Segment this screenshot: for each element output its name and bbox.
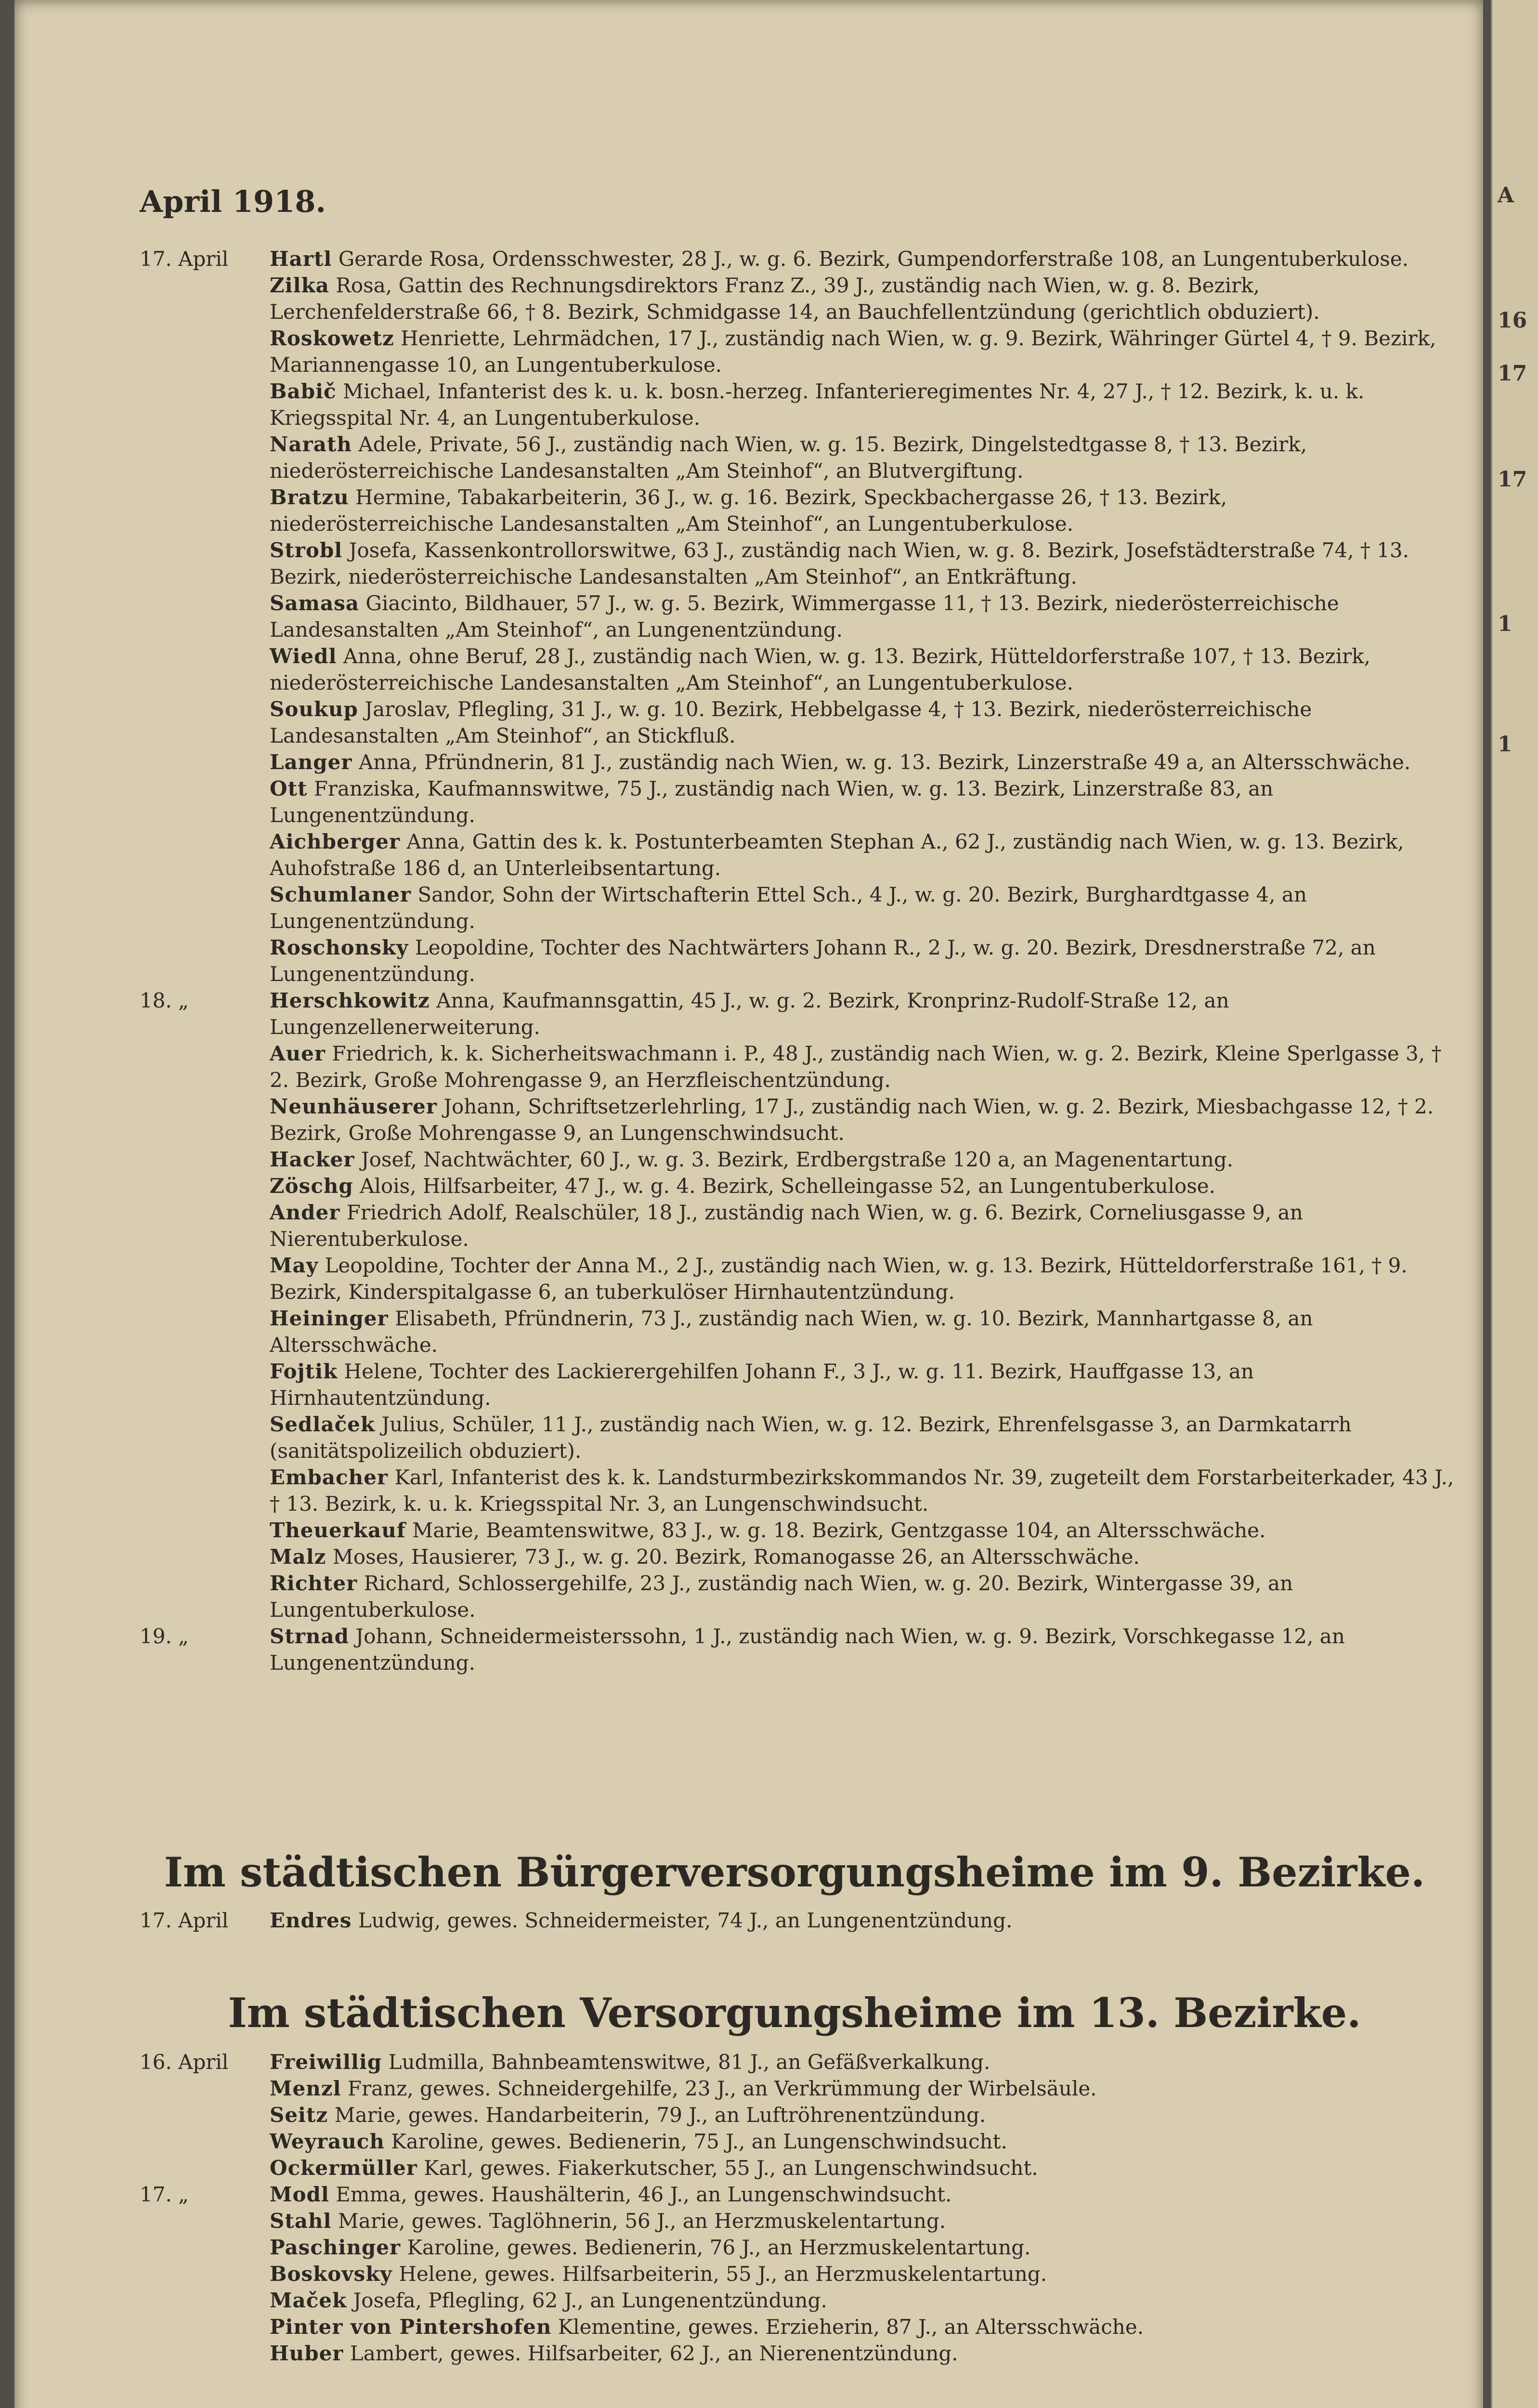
entry-text bbox=[270, 934, 1457, 987]
entry-description: Moses, Hausierer, 73 J., w. g. 20. Bezirk, Romanogasse 26, an Altersschwäche. bbox=[332, 1545, 1140, 1569]
entry-text bbox=[270, 2314, 1457, 2340]
entry-description: Michael, Infanterist des k. u. k. bosn.-herzeg. Infanterieregimentes Nr. 4, 27 J., † 12. Bezirk, k. u. k. Kriegsspital Nr. 4, an Lungentuberkulose. bbox=[270, 380, 1365, 430]
register-entry bbox=[140, 881, 1457, 934]
entry-date bbox=[140, 1252, 270, 1305]
entry-surname: Malz bbox=[270, 1545, 326, 1569]
entry-surname: Babič bbox=[270, 380, 337, 403]
entry-date bbox=[140, 643, 270, 696]
entry-surname: Sedlaček bbox=[270, 1413, 375, 1436]
entry-date: 19. „ bbox=[140, 1624, 189, 1648]
entry-surname: Schumlaner bbox=[270, 883, 411, 906]
entry-description: Klementine, gewes. Erzieherin, 87 J., an Altersschwäche. bbox=[558, 2315, 1144, 2339]
entry-surname: Maček bbox=[270, 2289, 347, 2312]
entry-text bbox=[270, 1358, 1457, 1411]
entry-text bbox=[270, 378, 1457, 431]
entry-text bbox=[270, 1199, 1457, 1252]
entry-date bbox=[140, 1517, 270, 1544]
entry-surname: Langer bbox=[270, 750, 352, 774]
entry-surname: Strobl bbox=[270, 538, 343, 562]
entry-description: Friedrich, k. k. Sicherheitswachmann i. P., 48 J., zuständig nach Wien, w. g. 2. Bezirk, Kleine Sperlgasse 3, † 2. Bezirk, Große Mohrengasse 9, an Herzfleischentzündung. bbox=[270, 1042, 1442, 1092]
register-entry bbox=[140, 1146, 1457, 1173]
entry-surname: Hartl bbox=[270, 247, 332, 271]
entry-description: Leopoldine, Tochter des Nachtwärters Johann R., 2 J., w. g. 20. Bezirk, Dresdnerstraße 72, an Lungenentzündung. bbox=[270, 936, 1376, 986]
entry-surname: Fojtik bbox=[270, 1360, 338, 1383]
entry-date bbox=[140, 2340, 270, 2367]
entry-date bbox=[140, 2155, 270, 2181]
entry-date bbox=[140, 828, 270, 881]
entry-date: 16. April bbox=[140, 2050, 229, 2074]
entry-text bbox=[270, 696, 1457, 749]
entry-description: Alois, Hilfsarbeiter, 47 J., w. g. 4. Bezirk, Schelleingasse 52, an Lungentuberkulose. bbox=[360, 1174, 1216, 1198]
entry-text bbox=[270, 828, 1457, 881]
entry-surname: Theuerkauf bbox=[270, 1518, 406, 1542]
entry-surname: Ander bbox=[270, 1201, 340, 1224]
entry-date bbox=[140, 934, 270, 987]
register-entry bbox=[140, 2261, 1457, 2287]
entry-text bbox=[270, 1517, 1457, 1544]
register-entry bbox=[140, 1252, 1457, 1305]
entry-date bbox=[140, 1173, 270, 1199]
entry-text bbox=[270, 1464, 1457, 1517]
entry-date bbox=[140, 2102, 270, 2128]
death-register-section bbox=[140, 2049, 1457, 2367]
entry-date bbox=[140, 484, 270, 537]
entry-description: Anna, Pfründnerin, 81 J., zuständig nach Wien, w. g. 13. Bezirk, Linzerstraße 49 a, an Altersschwäche. bbox=[358, 750, 1411, 774]
entry-description: Anna, Kaufmannsgattin, 45 J., w. g. 2. Bezirk, Kronprinz-Rudolf-Straße 12, an Lungenzellenerweiterung. bbox=[270, 989, 1229, 1039]
entry-text bbox=[270, 325, 1457, 378]
entry-surname: Embacher bbox=[270, 1466, 388, 1489]
register-entry bbox=[140, 696, 1457, 749]
entry-text bbox=[270, 2287, 1457, 2314]
entry-description: Elisabeth, Pfründnerin, 73 J., zuständig nach Wien, w. g. 10. Bezirk, Mannhartgasse 8, an Altersschwäche. bbox=[270, 1307, 1313, 1357]
entry-text bbox=[270, 484, 1457, 537]
register-entry bbox=[140, 2340, 1457, 2367]
entry-surname: Roskowetz bbox=[270, 327, 394, 350]
entry-text bbox=[270, 749, 1457, 775]
entry-description: Johann, Schneidermeisterssohn, 1 J., zuständig nach Wien, w. g. 9. Bezirk, Vorschkegasse 12, an Lungenentzündung. bbox=[270, 1624, 1345, 1675]
entry-text bbox=[270, 1544, 1457, 1570]
entry-date bbox=[140, 2287, 270, 2314]
entry-description: Franziska, Kaufmannswitwe, 75 J., zuständig nach Wien, w. g. 13. Bezirk, Linzerstraße 83, an Lungenentzündung. bbox=[270, 777, 1274, 827]
entry-date bbox=[140, 2314, 270, 2340]
entry-description: Emma, gewes. Haushälterin, 46 J., an Lungenschwindsucht. bbox=[336, 2183, 952, 2206]
entry-surname: Strnad bbox=[270, 1624, 349, 1648]
entry-surname: Zilka bbox=[270, 274, 329, 297]
register-entry bbox=[140, 1199, 1457, 1252]
entry-text bbox=[270, 2102, 1457, 2128]
register-entry bbox=[140, 2155, 1457, 2181]
register-entry bbox=[140, 537, 1457, 590]
register-entry bbox=[140, 828, 1457, 881]
entry-surname: Richter bbox=[270, 1571, 358, 1595]
entry-text bbox=[270, 1570, 1457, 1623]
entry-surname: Samasa bbox=[270, 591, 360, 615]
register-entry bbox=[140, 643, 1457, 696]
entry-text bbox=[270, 2234, 1457, 2261]
entry-date bbox=[140, 325, 270, 378]
entry-description: Anna, ohne Beruf, 28 J., zuständig nach Wien, w. g. 13. Bezirk, Hütteldorferstraße 107, † 13. Bezirk, niederösterreichische Landesanstalten „Am Steinhof“, an Lungentuberkulose. bbox=[270, 644, 1370, 694]
entry-surname: Modl bbox=[270, 2183, 329, 2206]
entry-date bbox=[140, 749, 270, 775]
entry-description: Friedrich Adolf, Realschüler, 18 J., zuständig nach Wien, w. g. 6. Bezirk, Corneliusgasse 9, an Nierentuberkulose. bbox=[270, 1201, 1303, 1251]
entry-date bbox=[140, 2234, 270, 2261]
entry-surname: Heininger bbox=[270, 1307, 389, 1330]
register-entry bbox=[140, 1464, 1457, 1517]
entry-text bbox=[270, 881, 1457, 934]
entry-description: Ludmilla, Bahnbeamtenswitwe, 81 J., an Gefäßverkalkung. bbox=[388, 2050, 991, 2074]
death-register-section bbox=[140, 246, 1457, 1676]
register-entry bbox=[140, 1517, 1457, 1544]
entry-date bbox=[140, 2075, 270, 2102]
entry-surname: Wiedl bbox=[270, 644, 337, 668]
entry-description: Jaroslav, Pflegling, 31 J., w. g. 10. Bezirk, Hebbelgasse 4, † 13. Bezirk, niederösterreichische Landesanstalten „Am Steinhof“, an Stickfluß. bbox=[270, 697, 1312, 747]
entry-text bbox=[270, 2208, 1457, 2234]
register-entry bbox=[140, 590, 1457, 643]
entry-surname: Menzl bbox=[270, 2077, 341, 2100]
register-entry bbox=[140, 2049, 1457, 2075]
entry-description: Josef, Nachtwächter, 60 J., w. g. 3. Bezirk, Erdbergstraße 120 a, an Magenentartung. bbox=[361, 1148, 1234, 1171]
entry-description: Giacinto, Bildhauer, 57 J., w. g. 5. Bezirk, Wimmergasse 11, † 13. Bezirk, niederösterreichische Landesanstalten „Am Steinhof“, an Lungenentzündung. bbox=[270, 591, 1339, 641]
register-entry bbox=[140, 1570, 1457, 1623]
entry-description: Adele, Private, 56 J., zuständig nach Wien, w. g. 15. Bezirk, Dingelstedtgasse 8, † 13. Bezirk, niederösterreichische Landesanstalten „Am Steinhof“, an Blutvergiftung. bbox=[270, 432, 1307, 483]
register-entry bbox=[140, 749, 1457, 775]
register-entry bbox=[140, 1358, 1457, 1411]
register-entry bbox=[140, 2181, 1457, 2208]
entry-surname: Huber bbox=[270, 2342, 344, 2365]
entry-description: Gerarde Rosa, Ordensschwester, 28 J., w. g. 6. Bezirk, Gumpendorferstraße 108, an Lungentuberkulose. bbox=[338, 247, 1409, 271]
entry-surname: Hacker bbox=[270, 1148, 355, 1171]
entry-text bbox=[270, 2049, 1457, 2075]
entry-date: 18. „ bbox=[140, 989, 189, 1012]
entry-date: 17. April bbox=[140, 1909, 229, 1932]
entry-date bbox=[140, 1199, 270, 1252]
entry-description: Josefa, Pflegling, 62 J., an Lungenentzündung. bbox=[353, 2289, 827, 2312]
entry-surname: Zöschg bbox=[270, 1174, 353, 1198]
entry-surname: Seitz bbox=[270, 2103, 328, 2127]
edge-fragment: 1 bbox=[1498, 612, 1512, 636]
entry-description: Helene, Tochter des Lackierergehilfen Johann F., 3 J., w. g. 11. Bezirk, Hauffgasse 13, an Hirnhautentzündung. bbox=[270, 1360, 1254, 1410]
entry-date: 17. April bbox=[140, 247, 229, 271]
entry-surname: Narath bbox=[270, 432, 352, 456]
register-entry bbox=[140, 2102, 1457, 2128]
entry-text bbox=[270, 1146, 1457, 1173]
edge-fragment: A bbox=[1498, 183, 1514, 208]
entry-surname: Herschkowitz bbox=[270, 989, 430, 1012]
entry-date bbox=[140, 881, 270, 934]
entry-surname: Neunhäuserer bbox=[270, 1095, 437, 1118]
register-entry bbox=[140, 2128, 1457, 2155]
entry-description: Karoline, gewes. Bedienerin, 75 J., an Lungenschwindsucht. bbox=[391, 2130, 1007, 2153]
section-heading: Im städtischen Versorgungsheime im 13. Bezirke. bbox=[228, 1989, 1361, 2037]
entry-surname: Paschinger bbox=[270, 2236, 401, 2259]
edge-fragment: 17 bbox=[1498, 467, 1527, 492]
entry-text bbox=[270, 2340, 1457, 2367]
register-entry bbox=[140, 2208, 1457, 2234]
entry-text bbox=[270, 2261, 1457, 2287]
entry-surname: Auer bbox=[270, 1042, 326, 1065]
entry-description: Karl, gewes. Fiakerkutscher, 55 J., an Lungenschwindsucht. bbox=[424, 2156, 1038, 2180]
entry-text bbox=[270, 590, 1457, 643]
register-entry bbox=[140, 987, 1457, 1040]
entry-text bbox=[270, 1623, 1457, 1676]
register-entry bbox=[140, 1544, 1457, 1570]
entry-date bbox=[140, 1411, 270, 1464]
entry-surname: Endres bbox=[270, 1909, 352, 1932]
entry-surname: Stahl bbox=[270, 2209, 332, 2233]
entry-date bbox=[140, 2261, 270, 2287]
entry-date bbox=[140, 1146, 270, 1173]
edge-fragment: 16 bbox=[1498, 308, 1527, 333]
entry-description: Marie, Beamtenswitwe, 83 J., w. g. 18. Bezirk, Gentzgasse 104, an Altersschwäche. bbox=[412, 1518, 1266, 1542]
register-entry bbox=[140, 378, 1457, 431]
edge-fragment: 17 bbox=[1498, 361, 1527, 386]
register-entry bbox=[140, 484, 1457, 537]
entry-date bbox=[140, 2128, 270, 2155]
entry-text bbox=[270, 643, 1457, 696]
entry-description: Helene, gewes. Hilfsarbeiterin, 55 J., an Herzmuskelentartung. bbox=[399, 2262, 1047, 2286]
entry-surname: Aichberger bbox=[270, 830, 401, 853]
entry-surname: Weyrauch bbox=[270, 2130, 385, 2153]
entry-text bbox=[270, 1411, 1457, 1464]
entry-text bbox=[270, 2075, 1457, 2102]
entry-surname: Soukup bbox=[270, 697, 358, 721]
entry-description: Karoline, gewes. Bedienerin, 76 J., an Herzmuskelentartung. bbox=[407, 2236, 1031, 2259]
entry-description: Sandor, Sohn der Wirtschafterin Ettel Sch., 4 J., w. g. 20. Bezirk, Burghardtgasse 4, an Lungenentzündung. bbox=[270, 883, 1307, 933]
entry-date bbox=[140, 775, 270, 828]
entry-description: Karl, Infanterist des k. k. Landsturmbezirkskommandos Nr. 39, zugeteilt dem Forstarbeiterkader, 43 J., † 13. Bezirk, k. u. k. Kriegsspital Nr. 3, an Lungenschwindsucht. bbox=[270, 1466, 1454, 1516]
register-entry bbox=[140, 2234, 1457, 2261]
entry-date bbox=[140, 1570, 270, 1623]
entry-text bbox=[270, 537, 1457, 590]
entry-description: Richard, Schlossergehilfe, 23 J., zuständig nach Wien, w. g. 20. Bezirk, Wintergasse 39, an Lungentuberkulose. bbox=[270, 1571, 1293, 1622]
entry-description: Franz, gewes. Schneidergehilfe, 23 J., an Verkrümmung der Wirbelsäule. bbox=[347, 2077, 1097, 2100]
register-entry bbox=[140, 1907, 1457, 1934]
entry-text bbox=[270, 1173, 1457, 1199]
entry-date: 17. „ bbox=[140, 2183, 189, 2206]
entry-description: Josefa, Kassenkontrollorswitwe, 63 J., zuständig nach Wien, w. g. 8. Bezirk, Josefstädterstraße 74, † 13. Bezirk, niederösterreichische Landesanstalten „Am Steinhof“, an Entkräftung. bbox=[270, 538, 1409, 589]
entry-text bbox=[270, 246, 1457, 272]
entry-date bbox=[140, 696, 270, 749]
register-entry bbox=[140, 1623, 1457, 1676]
entry-surname: Pinter von Pintershofen bbox=[270, 2315, 552, 2339]
register-entry bbox=[140, 2075, 1457, 2102]
page-header-date: April 1918. bbox=[140, 184, 326, 219]
register-entry bbox=[140, 775, 1457, 828]
death-register-section bbox=[140, 1907, 1457, 1934]
entry-date bbox=[140, 1464, 270, 1517]
entry-date bbox=[140, 537, 270, 590]
entry-text bbox=[270, 431, 1457, 484]
section-heading: Im städtischen Bürgerversorgungsheime im 9. Bezirke. bbox=[164, 1848, 1425, 1896]
edge-fragment: 1 bbox=[1498, 732, 1512, 757]
entry-description: Leopoldine, Tochter der Anna M., 2 J., zuständig nach Wien, w. g. 13. Bezirk, Hütteldorferstraße 161, † 9. Bezirk, Kinderspitalgasse 6, an tuberkulöser Hirnhautentzündung. bbox=[270, 1254, 1408, 1304]
register-entry bbox=[140, 1411, 1457, 1464]
entry-date bbox=[140, 1544, 270, 1570]
entry-date bbox=[140, 1358, 270, 1411]
entry-description: Julius, Schüler, 11 J., zuständig nach Wien, w. g. 12. Bezirk, Ehrenfelsgasse 3, an Darmkatarrh (sanitätspolizeilich obduziert). bbox=[270, 1413, 1352, 1463]
entry-text bbox=[270, 2128, 1457, 2155]
entry-surname: Bratzu bbox=[270, 485, 349, 509]
entry-description: Lambert, gewes. Hilfsarbeiter, 62 J., an Nierenentzündung. bbox=[350, 2342, 958, 2365]
entry-date bbox=[140, 590, 270, 643]
register-entry bbox=[140, 1305, 1457, 1358]
entry-text bbox=[270, 272, 1457, 325]
entry-text bbox=[270, 1907, 1457, 1934]
entry-description: Marie, gewes. Handarbeiterin, 79 J., an Luftröhrenentzündung. bbox=[334, 2103, 986, 2127]
register-entry bbox=[140, 2314, 1457, 2340]
entry-description: Hermine, Tabakarbeiterin, 36 J., w. g. 16. Bezirk, Speckbachergasse 26, † 13. Bezirk, niederösterreichische Landesanstalten „Am Steinhof“, an Lungentuberkulose. bbox=[270, 485, 1227, 536]
entry-surname: Freiwillig bbox=[270, 2050, 382, 2074]
register-entry bbox=[140, 1040, 1457, 1093]
entry-text bbox=[270, 1040, 1457, 1093]
entry-surname: Roschonsky bbox=[270, 936, 409, 959]
entry-date bbox=[140, 2208, 270, 2234]
entry-text bbox=[270, 1093, 1457, 1146]
entry-text bbox=[270, 2181, 1457, 2208]
entry-text bbox=[270, 775, 1457, 828]
entry-date bbox=[140, 1093, 270, 1146]
register-entry bbox=[140, 1173, 1457, 1199]
entry-description: Anna, Gattin des k. k. Postunterbeamten Stephan A., 62 J., zuständig nach Wien, w. g. 13. Bezirk, Auhofstraße 186 d, an Unterleibsentartung. bbox=[270, 830, 1404, 880]
register-entry bbox=[140, 272, 1457, 325]
entry-description: Johann, Schriftsetzerlehrling, 17 J., zuständig nach Wien, w. g. 2. Bezirk, Miesbachgasse 12, † 2. Bezirk, Große Mohrengasse 9, an Lungenschwindsucht. bbox=[270, 1095, 1434, 1145]
entry-date bbox=[140, 378, 270, 431]
entry-description: Ludwig, gewes. Schneidermeister, 74 J., an Lungenentzündung. bbox=[358, 1909, 1013, 1932]
register-entry bbox=[140, 1093, 1457, 1146]
register-entry bbox=[140, 431, 1457, 484]
register-entry bbox=[140, 934, 1457, 987]
entry-description: Henriette, Lehrmädchen, 17 J., zuständig nach Wien, w. g. 9. Bezirk, Währinger Gürtel 4, † 9. Bezirk, Mariannengasse 10, an Lungentuberkulose. bbox=[270, 327, 1436, 377]
entry-description: Rosa, Gattin des Rechnungsdirektors Franz Z., 39 J., zuständig nach Wien, w. g. 8. Bezirk, Lerchenfelderstraße 66, † 8. Bezirk, Schmidgasse 14, an Bauchfellentzündung (gerichtlich obduziert). bbox=[270, 274, 1320, 324]
register-entry bbox=[140, 2287, 1457, 2314]
entry-text bbox=[270, 987, 1457, 1040]
entry-surname: Boskovsky bbox=[270, 2262, 392, 2286]
entry-surname: Ott bbox=[270, 777, 308, 800]
entry-text bbox=[270, 1252, 1457, 1305]
entry-surname: Ockermüller bbox=[270, 2156, 417, 2180]
entry-text bbox=[270, 1305, 1457, 1358]
entry-date bbox=[140, 431, 270, 484]
entry-date bbox=[140, 1305, 270, 1358]
entry-surname: May bbox=[270, 1254, 319, 1277]
entry-date bbox=[140, 1040, 270, 1093]
entry-description: Marie, gewes. Taglöhnerin, 56 J., an Herzmuskelentartung. bbox=[338, 2209, 946, 2233]
entry-text bbox=[270, 2155, 1457, 2181]
register-entry bbox=[140, 325, 1457, 378]
entry-date bbox=[140, 272, 270, 325]
register-entry bbox=[140, 246, 1457, 272]
